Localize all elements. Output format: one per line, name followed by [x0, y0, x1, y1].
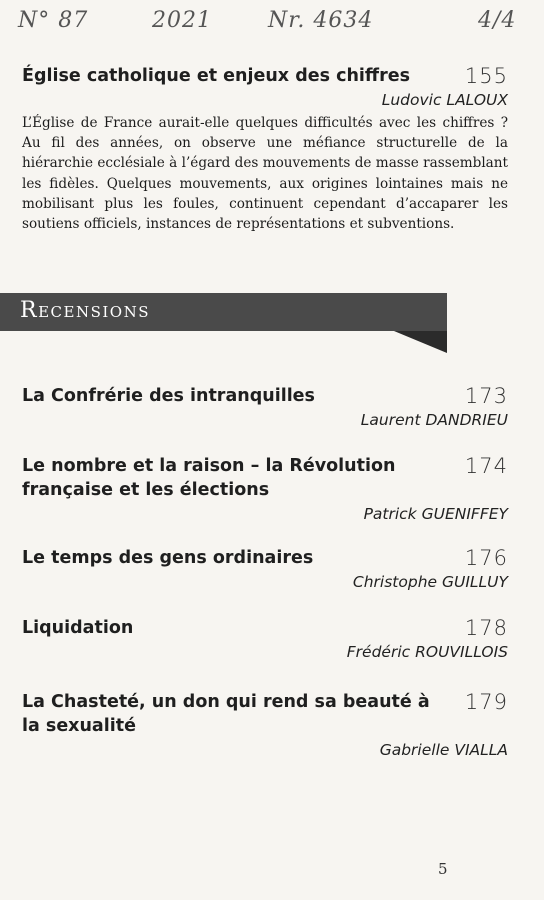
lead-article-abstract: L’Église de France aurait-elle quelques difficultés avec les chiffres ? Au fil des années, on observe une méfiance structurelle de la hiérarchie ecclésiale à l’égard des mouvements de masse rassemblant les fidèles. Quelques mouvements, aux origines lointaines mais ne mobilisant plus les foules, continuent cependant d’accaparer les soutiens officiels, instances de représentations et subventions. [22, 115, 508, 233]
annotation-reference: Nr. 4634 [268, 8, 374, 33]
review-title: Le nombre et la raison – la Révolution française et les élections [22, 456, 396, 500]
review-item [22, 616, 508, 663]
annotation-fraction: 4/4 [478, 8, 517, 33]
review-title: La Chasteté, un don qui rend sa beauté à la sexualité [22, 692, 430, 736]
review-item [22, 690, 508, 761]
review-title: Liquidation [22, 618, 134, 638]
review-page: 178 [464, 616, 508, 640]
review-page: 179 [464, 690, 508, 714]
annotation-year: 2021 [152, 8, 212, 33]
review-author: Frédéric ROUVILLOIS [346, 643, 508, 661]
review-page: 173 [464, 384, 508, 408]
review-page: 176 [464, 546, 508, 570]
annotation-number: N° 87 [18, 8, 89, 33]
review-item [22, 454, 508, 525]
section-header-band [0, 293, 447, 331]
lead-article [22, 64, 508, 234]
lead-article-page: 155 [464, 64, 508, 88]
review-item [22, 546, 508, 593]
review-author: Laurent DANDRIEU [360, 411, 508, 429]
review-author: Patrick GUENIFFEY [363, 505, 508, 523]
page-number: 5 [438, 860, 448, 878]
review-title: Le temps des gens ordinaires [22, 548, 314, 568]
review-title: La Confrérie des intranquilles [22, 386, 315, 406]
handwritten-annotation [0, 6, 544, 40]
review-item [22, 384, 508, 431]
section-flag-decoration [394, 331, 447, 353]
lead-article-title: Église catholique et enjeux des chiffres [22, 66, 411, 86]
section-title: Recensions [20, 298, 150, 323]
review-author: Christophe GUILLUY [352, 573, 508, 591]
review-page: 174 [464, 454, 508, 478]
review-author: Gabrielle VIALLA [379, 741, 508, 759]
lead-article-author: Ludovic LALOUX [381, 91, 508, 109]
